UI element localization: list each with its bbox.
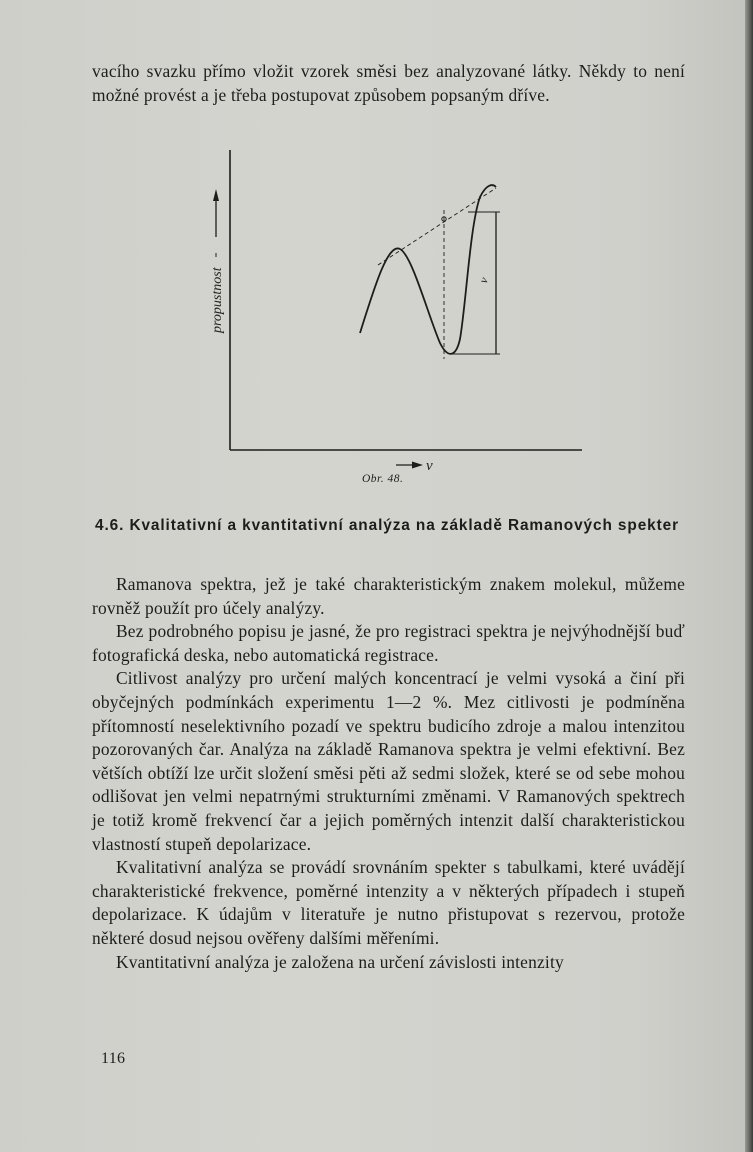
arrow-mark-label: ν xyxy=(476,275,492,286)
y-axis-label: propustnost xyxy=(210,267,225,333)
paragraph: Kvalitativní analýza se provádí srovnáním spekter s tabulkami, které uvádějí charakteristické frekvence, poměrné intenzity a v některých případech i stupeň depolarizace. K údajům v literatuře je nutno přistupovat s rezervou, protože některé dosud nejsou ověřeny dalšími měřeními. xyxy=(92,857,685,948)
paragraph: Citlivost analýzy pro určení malých koncentrací je velmi vysoká a činí při obyčejných podmínkách experimentu 1—2 %. Mez citlivosti je podmíněna přítomností neselektivního pozadí ve spektru budicího zdroje a malou intenzitou pozorovaných čar. Analýza na základě Ramanova spektra je velmi efektivní. Bez větších obtíží lze určit složení směsi pěti až sedmi složek, které se od sebe mohou odlišovat jen velmi nepatrnými strukturními změnami. V Ramanových spektrech je totiž kromě frekvencí čar a jejich poměrných intenzit další charakteristickou vlastností stupeň depolarizace. xyxy=(92,668,685,854)
intro-paragraph xyxy=(92,60,685,107)
x-axis-arrow-head xyxy=(412,462,423,469)
figure-transmittance-plot xyxy=(190,145,600,495)
paragraph: Bez podrobného popisu je jasné, že pro registraci spektra je nejvýhodnější buď fotografická deska, nebo automatická registrace. xyxy=(92,621,685,665)
paragraph: Ramanova spektra, jež je také charakteristickým znakem molekul, můžeme rovněž použít pro účely analýzy. xyxy=(92,574,685,618)
intro-text: vacího svazku přímo vložit vzorek směsi bez analyzované látky. Někdy to není možné provést a je třeba postupovat způsobem popsaným dříve. xyxy=(92,61,685,105)
page-edge-shadow xyxy=(745,0,753,1152)
spectrum-curve xyxy=(360,185,496,354)
paragraph: Kvantitativní analýza je založena na určení závislosti intenzity xyxy=(116,951,564,972)
body-text xyxy=(92,573,685,974)
figure-caption: Obr. 48. xyxy=(362,473,404,485)
baseline-dashed xyxy=(378,188,496,265)
y-axis-arrow-head xyxy=(213,189,219,201)
x-axis-label: ν xyxy=(426,458,433,474)
page-number: 116 xyxy=(101,1050,126,1067)
section-heading: 4.6. Kvalitativní a kvantitativní analýza na základě Ramanových spekter xyxy=(95,517,679,534)
